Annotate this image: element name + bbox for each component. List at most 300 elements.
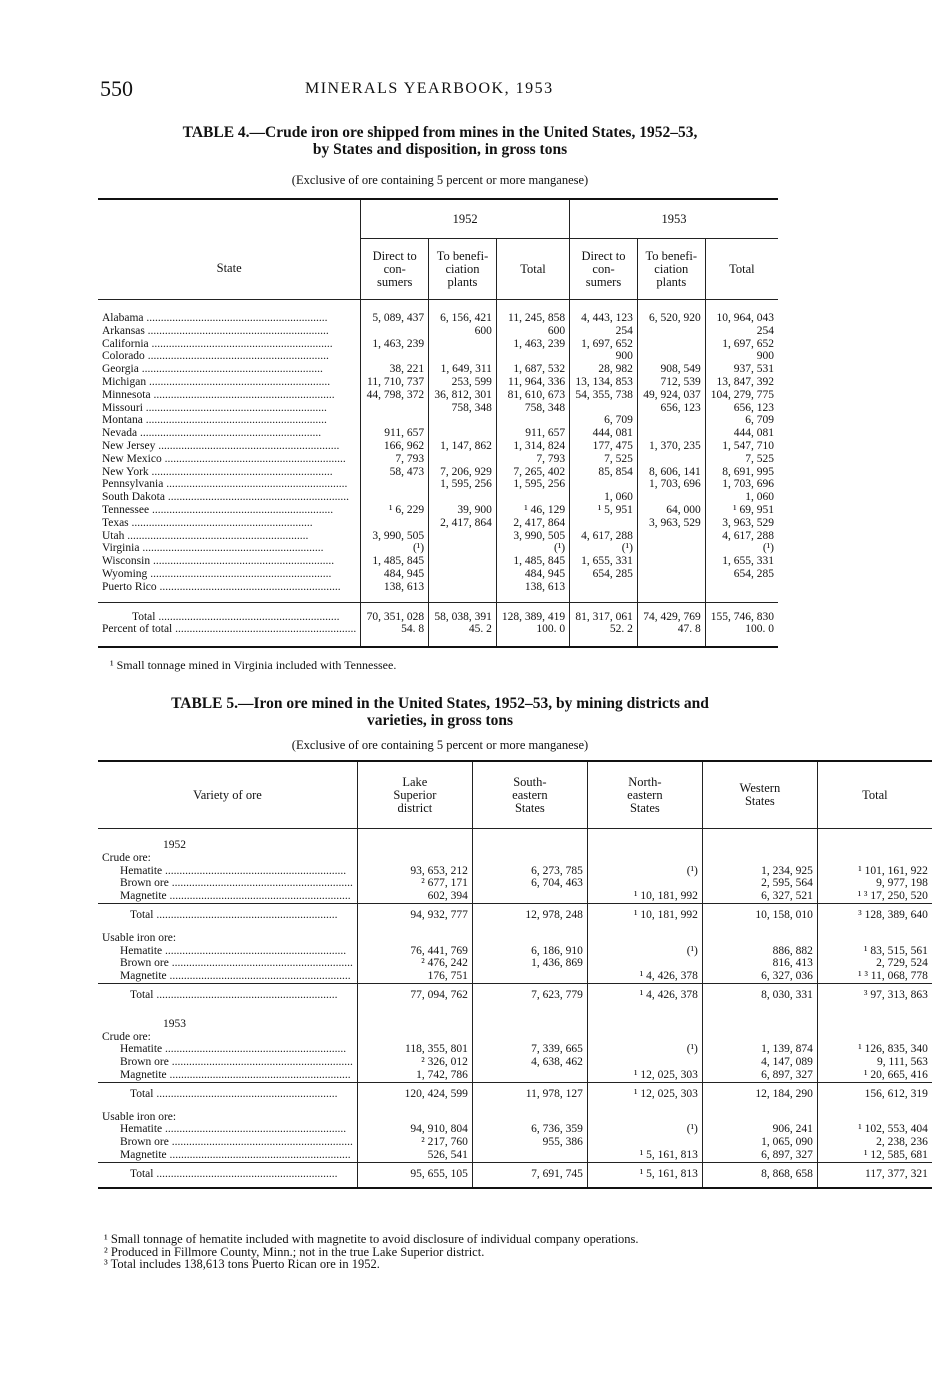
col-header-text: Direct to [372,248,417,263]
cell: 484, 945 [496,568,569,581]
cell: 28, 982 [570,363,638,376]
cell: 6, 897, 327 [702,1069,817,1082]
cell: 444, 081 [705,427,778,440]
table4-title-line1: TABLE 4.—Crude iron ore shipped from mines in the United States, 1952–53, [182,124,698,141]
col-header-text: con- [592,261,615,276]
cell: 7, 691, 745 [472,1162,587,1187]
cell [429,581,497,602]
col-header-text: eastern [627,787,663,802]
cell: 8, 030, 331 [702,983,817,1007]
table-row [98,1123,932,1136]
cell: 1, 547, 710 [705,440,778,453]
table-row [98,970,932,983]
col-header-text: To benefi- [436,248,489,263]
cell [570,402,638,415]
cell: 2, 729, 524 [817,957,932,970]
cell [472,1069,587,1082]
cell [357,1008,472,1031]
cell: 6, 156, 421 [429,300,497,325]
cell [587,852,702,865]
row-label: Magnetite ..... [98,1069,357,1082]
cell: 104, 279, 775 [705,389,778,402]
cell: 13, 847, 392 [705,376,778,389]
cell: 85, 854 [570,466,638,479]
table-row-total [98,983,932,1007]
cell: 4, 617, 288 [570,530,638,543]
cell [587,829,702,852]
col-header-text: Western [739,781,781,795]
cell: 602, 394 [357,890,472,903]
table-row [98,389,778,402]
cell: 95, 655, 105 [357,1162,472,1187]
cell: 128, 389, 419 [496,602,569,623]
cell: 908, 549 [637,363,705,376]
cell: 138, 613 [496,581,569,602]
row-label: Pennsylvania ..... [98,478,361,491]
cell: 1, 655, 331 [705,555,778,568]
row-label: Texas ..... [98,517,361,530]
cell: ² 217, 760 [357,1136,472,1149]
year-label: 1952 [162,839,186,851]
col-header-text: To benefi- [645,248,698,263]
cell: 54, 355, 738 [570,389,638,402]
cell: 166, 962 [361,440,429,453]
row-label: Hematite ..... [98,865,357,878]
cell: 484, 945 [361,568,429,581]
cell [429,530,497,543]
cell: ¹ 83, 515, 561 [817,945,932,958]
table4-footnote: ¹ Small tonnage mined in Virginia included with Tennessee. [110,658,397,672]
cell: 81, 317, 061 [570,602,638,623]
cell: 10, 158, 010 [702,903,817,927]
row-label: Virginia ..... [98,542,361,555]
cell: ¹ ³ 11, 068, 778 [817,970,932,983]
cell [702,829,817,852]
row-label: Missouri ..... [98,402,361,415]
page-number: 550 [100,76,133,101]
cell [587,1031,702,1044]
col-header-text: Superior [393,787,437,802]
year-row [98,829,932,852]
cell [472,928,587,945]
cell: 254 [570,325,638,338]
cell [357,928,472,945]
row-label: Total ..... [98,1162,357,1187]
cell [429,542,497,555]
cell [496,414,569,427]
cell: ¹ 102, 553, 404 [817,1123,932,1136]
cell [357,1107,472,1124]
col-header-text: district [397,800,433,815]
cell [472,1107,587,1124]
table-row [98,402,778,415]
year-row [98,1008,932,1031]
cell [637,427,705,440]
cell: 64, 000 [637,504,705,517]
table5-title-line1: TABLE 5.—Iron ore mined in the United States, 1952–53, by mining districts and [171,695,709,712]
col-header-variety: Variety of ore [98,761,357,829]
cell [637,542,705,555]
cell: 1, 595, 256 [429,478,497,491]
cell: 9, 111, 563 [817,1056,932,1069]
table-row [98,363,778,376]
cell: 886, 882 [702,945,817,958]
cell: 13, 134, 853 [570,376,638,389]
table4-title-line2: by States and disposition, in gross tons [312,141,568,158]
table4 [98,198,778,648]
cell: 11, 978, 127 [472,1082,587,1106]
cell [496,491,569,504]
cell [472,1008,587,1031]
row-label: Nevada ..... [98,427,361,440]
table-row [98,1069,932,1082]
cell: 1, 065, 090 [702,1136,817,1149]
cell [702,928,817,945]
cell [637,414,705,427]
group-label: Crude ore: [102,851,151,864]
cell [817,1107,932,1124]
cell: 906, 241 [702,1123,817,1136]
cell: 11, 964, 336 [496,376,569,389]
cell [570,581,638,602]
row-label: Michigan ..... [98,376,361,389]
table-row [98,945,932,958]
row-label: Magnetite ..... [98,970,357,983]
cell: ¹ 12, 025, 303 [587,1082,702,1106]
row-label: Magnetite ..... [98,890,357,903]
row-label: Hematite ..... [98,1043,357,1056]
table-row [98,555,778,568]
col-header-southeastern [472,761,587,829]
row-label: Colorado ..... [98,350,361,363]
table-row-percent [98,623,778,647]
cell: 7, 525 [570,453,638,466]
cell: 81, 610, 673 [496,389,569,402]
cell: 36, 812, 301 [429,389,497,402]
cell: 1, 703, 696 [637,478,705,491]
cell [817,928,932,945]
table-row [98,300,778,325]
cell [429,568,497,581]
row-label: Magnetite ..... [98,1149,357,1162]
cell: ¹ 10, 181, 992 [587,890,702,903]
col-header-text: States [629,800,660,815]
group-label: Usable iron ore: [102,931,177,944]
cell: 138, 613 [361,581,429,602]
cell: ¹ 6, 229 [361,504,429,517]
cell: 1, 485, 845 [496,555,569,568]
table-row [98,325,778,338]
cell: 155, 746, 830 [705,602,778,623]
cell: 656, 123 [705,402,778,415]
cell: 44, 798, 372 [361,389,429,402]
row-label: Minnesota ..... [98,389,361,402]
cell: 70, 351, 028 [361,602,429,623]
row-label: Hematite ..... [98,945,357,958]
cell: ¹ 5, 161, 813 [587,1149,702,1162]
cell: 7, 206, 929 [429,466,497,479]
cell: 1, 697, 652 [570,338,638,351]
cell [472,829,587,852]
cell: 6, 186, 910 [472,945,587,958]
cell: 758, 348 [496,402,569,415]
state-header: State [98,199,361,300]
cell: 1, 147, 862 [429,440,497,453]
cell: 6, 897, 327 [702,1149,817,1162]
col-header-text: Lake [402,774,428,789]
cell: 58, 038, 391 [429,602,497,623]
cell: 7, 793 [496,453,569,466]
cell: 3, 963, 529 [705,517,778,530]
cell: ¹ 4, 426, 378 [587,970,702,983]
row-label: Tennessee ..... [98,504,361,517]
cell: 1, 595, 256 [496,478,569,491]
table4-subtitle: (Exclusive of ore containing 5 percent or more manganese) [291,173,589,187]
cell: 6, 709 [705,414,778,427]
row-label: California ..... [98,338,361,351]
cell: ¹ 69, 951 [705,504,778,517]
cell: 11, 710, 737 [361,376,429,389]
col-header-direct [361,239,429,300]
cell [429,350,497,363]
cell [361,350,429,363]
col-header-total: Total [817,761,932,829]
table5-footnotes [104,1233,639,1271]
row-label: Montana ..... [98,414,361,427]
cell: ¹ 12, 585, 681 [817,1149,932,1162]
cell [570,517,638,530]
cell: 1, 234, 925 [702,865,817,878]
cell: 1, 370, 235 [637,440,705,453]
cell: 117, 377, 321 [817,1162,932,1187]
cell [357,852,472,865]
table-row [98,414,778,427]
row-label: New York ..... [98,466,361,479]
cell [472,890,587,903]
cell: 1, 742, 786 [357,1069,472,1082]
col-header-text: sumers [376,274,413,289]
cell: 8, 606, 141 [637,466,705,479]
group-row [98,1031,932,1044]
row-label: Puerto Rico ..... [98,581,361,602]
cell [637,338,705,351]
cell [817,829,932,852]
cell: 49, 924, 037 [637,389,705,402]
row-label: Arkansas ..... [98,325,361,338]
cell [357,1031,472,1044]
col-header-total: Total [496,239,569,300]
cell: 94, 932, 777 [357,903,472,927]
cell: (¹) [587,1123,702,1136]
col-header-direct [570,239,638,300]
row-label: Total ..... [98,983,357,1007]
cell: 911, 657 [361,427,429,440]
cell [637,453,705,466]
cell: 1, 687, 532 [496,363,569,376]
cell [429,491,497,504]
cell: 900 [705,350,778,363]
cell: 254 [705,325,778,338]
col-header-lake-superior [357,761,472,829]
cell [472,970,587,983]
row-label: South Dakota ..... [98,491,361,504]
row-label: Total ..... [98,903,357,927]
cell: ¹ 5, 951 [570,504,638,517]
cell [637,491,705,504]
col-header-text: Direct to [581,248,626,263]
row-label: Utah ..... [98,530,361,543]
cell [637,568,705,581]
cell [429,338,497,351]
row-label: Wyoming ..... [98,568,361,581]
table-row [98,957,932,970]
cell [705,581,778,602]
col-header-text: plants [447,274,478,289]
cell [702,1107,817,1124]
row-label: Georgia ..... [98,363,361,376]
cell: 1, 697, 652 [705,338,778,351]
cell [637,555,705,568]
table-row [98,517,778,530]
year-header: 1952 [361,199,570,239]
col-header-text: States [744,794,775,808]
table-row [98,440,778,453]
col-header-text: ciation [654,261,689,276]
cell [361,478,429,491]
year-header: 1953 [570,199,778,239]
cell: ¹ 101, 161, 922 [817,865,932,878]
cell: 9, 977, 198 [817,877,932,890]
cell: 54. 8 [361,623,429,647]
cell: (¹) [587,865,702,878]
cell [361,325,429,338]
cell: 2, 417, 864 [429,517,497,530]
cell: (¹) [361,542,429,555]
cell: 39, 900 [429,504,497,517]
cell [817,1031,932,1044]
cell: 2, 238, 236 [817,1136,932,1149]
col-header-text: sumers [585,274,622,289]
cell: ¹ 46, 129 [496,504,569,517]
cell [702,1008,817,1031]
table5-title [100,695,780,729]
cell: 1, 703, 696 [705,478,778,491]
row-label: Percent of total ..... [98,623,361,647]
cell [587,928,702,945]
table-row-total [98,903,932,927]
cell: 600 [429,325,497,338]
cell: 654, 285 [570,568,638,581]
cell [429,555,497,568]
group-label: Usable iron ore: [102,1110,177,1123]
cell: 444, 081 [570,427,638,440]
cell: 8, 868, 658 [702,1162,817,1187]
table-row [98,1149,932,1162]
cell: 38, 221 [361,363,429,376]
cell: 3, 963, 529 [637,517,705,530]
cell: 937, 531 [705,363,778,376]
cell: 7, 525 [705,453,778,466]
cell [472,1149,587,1162]
group-row [98,852,932,865]
group-row [98,928,932,945]
cell: 45. 2 [429,623,497,647]
cell [361,414,429,427]
cell [817,1008,932,1031]
cell: 12, 978, 248 [472,903,587,927]
cell: ¹ ³ 17, 250, 520 [817,890,932,903]
row-label: Alabama ..... [98,300,361,325]
cell: 654, 285 [705,568,778,581]
cell: 1, 060 [570,491,638,504]
cell: 1, 314, 824 [496,440,569,453]
footnote: ¹ Small tonnage of hematite included with magnetite to avoid disclosure of individual company operations. [104,1232,639,1246]
table-row [98,350,778,363]
col-header-northeastern [587,761,702,829]
cell [472,852,587,865]
cell: ² 476, 242 [357,957,472,970]
cell [361,517,429,530]
table-row [98,865,932,878]
row-label: New Jersey ..... [98,440,361,453]
col-header-text: South- [513,774,547,789]
cell: 76, 441, 769 [357,945,472,958]
cell [429,453,497,466]
table-row [98,1136,932,1149]
table-row [98,1043,932,1056]
cell [637,350,705,363]
cell: 1, 463, 239 [496,338,569,351]
cell: 100. 0 [496,623,569,647]
table-row [98,542,778,555]
col-header-text: plants [656,274,687,289]
cell: (¹) [570,542,638,555]
row-label: New Mexico ..... [98,453,361,466]
cell: 911, 657 [496,427,569,440]
cell: 47. 8 [637,623,705,647]
col-header-text: ciation [445,261,480,276]
cell [570,478,638,491]
col-header-text: North- [628,774,662,789]
group-row [98,1107,932,1124]
row-label: Brown ore ..... [98,1056,357,1069]
row-label: Hematite ..... [98,1123,357,1136]
cell: 176, 751 [357,970,472,983]
cell [429,414,497,427]
cell: 1, 655, 331 [570,555,638,568]
cell: ² 326, 012 [357,1056,472,1069]
row-label: Wisconsin ..... [98,555,361,568]
group-label: Crude ore: [102,1030,151,1043]
cell: 100. 0 [705,623,778,647]
cell: ¹ 20, 665, 416 [817,1069,932,1082]
cell: 1, 649, 311 [429,363,497,376]
cell [361,491,429,504]
cell: 93, 653, 212 [357,865,472,878]
cell: 7, 623, 779 [472,983,587,1007]
cell: 11, 245, 858 [496,300,569,325]
cell: (¹) [496,542,569,555]
cell [472,1031,587,1044]
cell: 10, 964, 043 [705,300,778,325]
cell [637,530,705,543]
cell: 77, 094, 762 [357,983,472,1007]
table-row-total [98,602,778,623]
table-row-total [98,1162,932,1187]
cell: ¹ 126, 835, 340 [817,1043,932,1056]
cell: 2, 417, 864 [496,517,569,530]
page-header [100,76,780,106]
